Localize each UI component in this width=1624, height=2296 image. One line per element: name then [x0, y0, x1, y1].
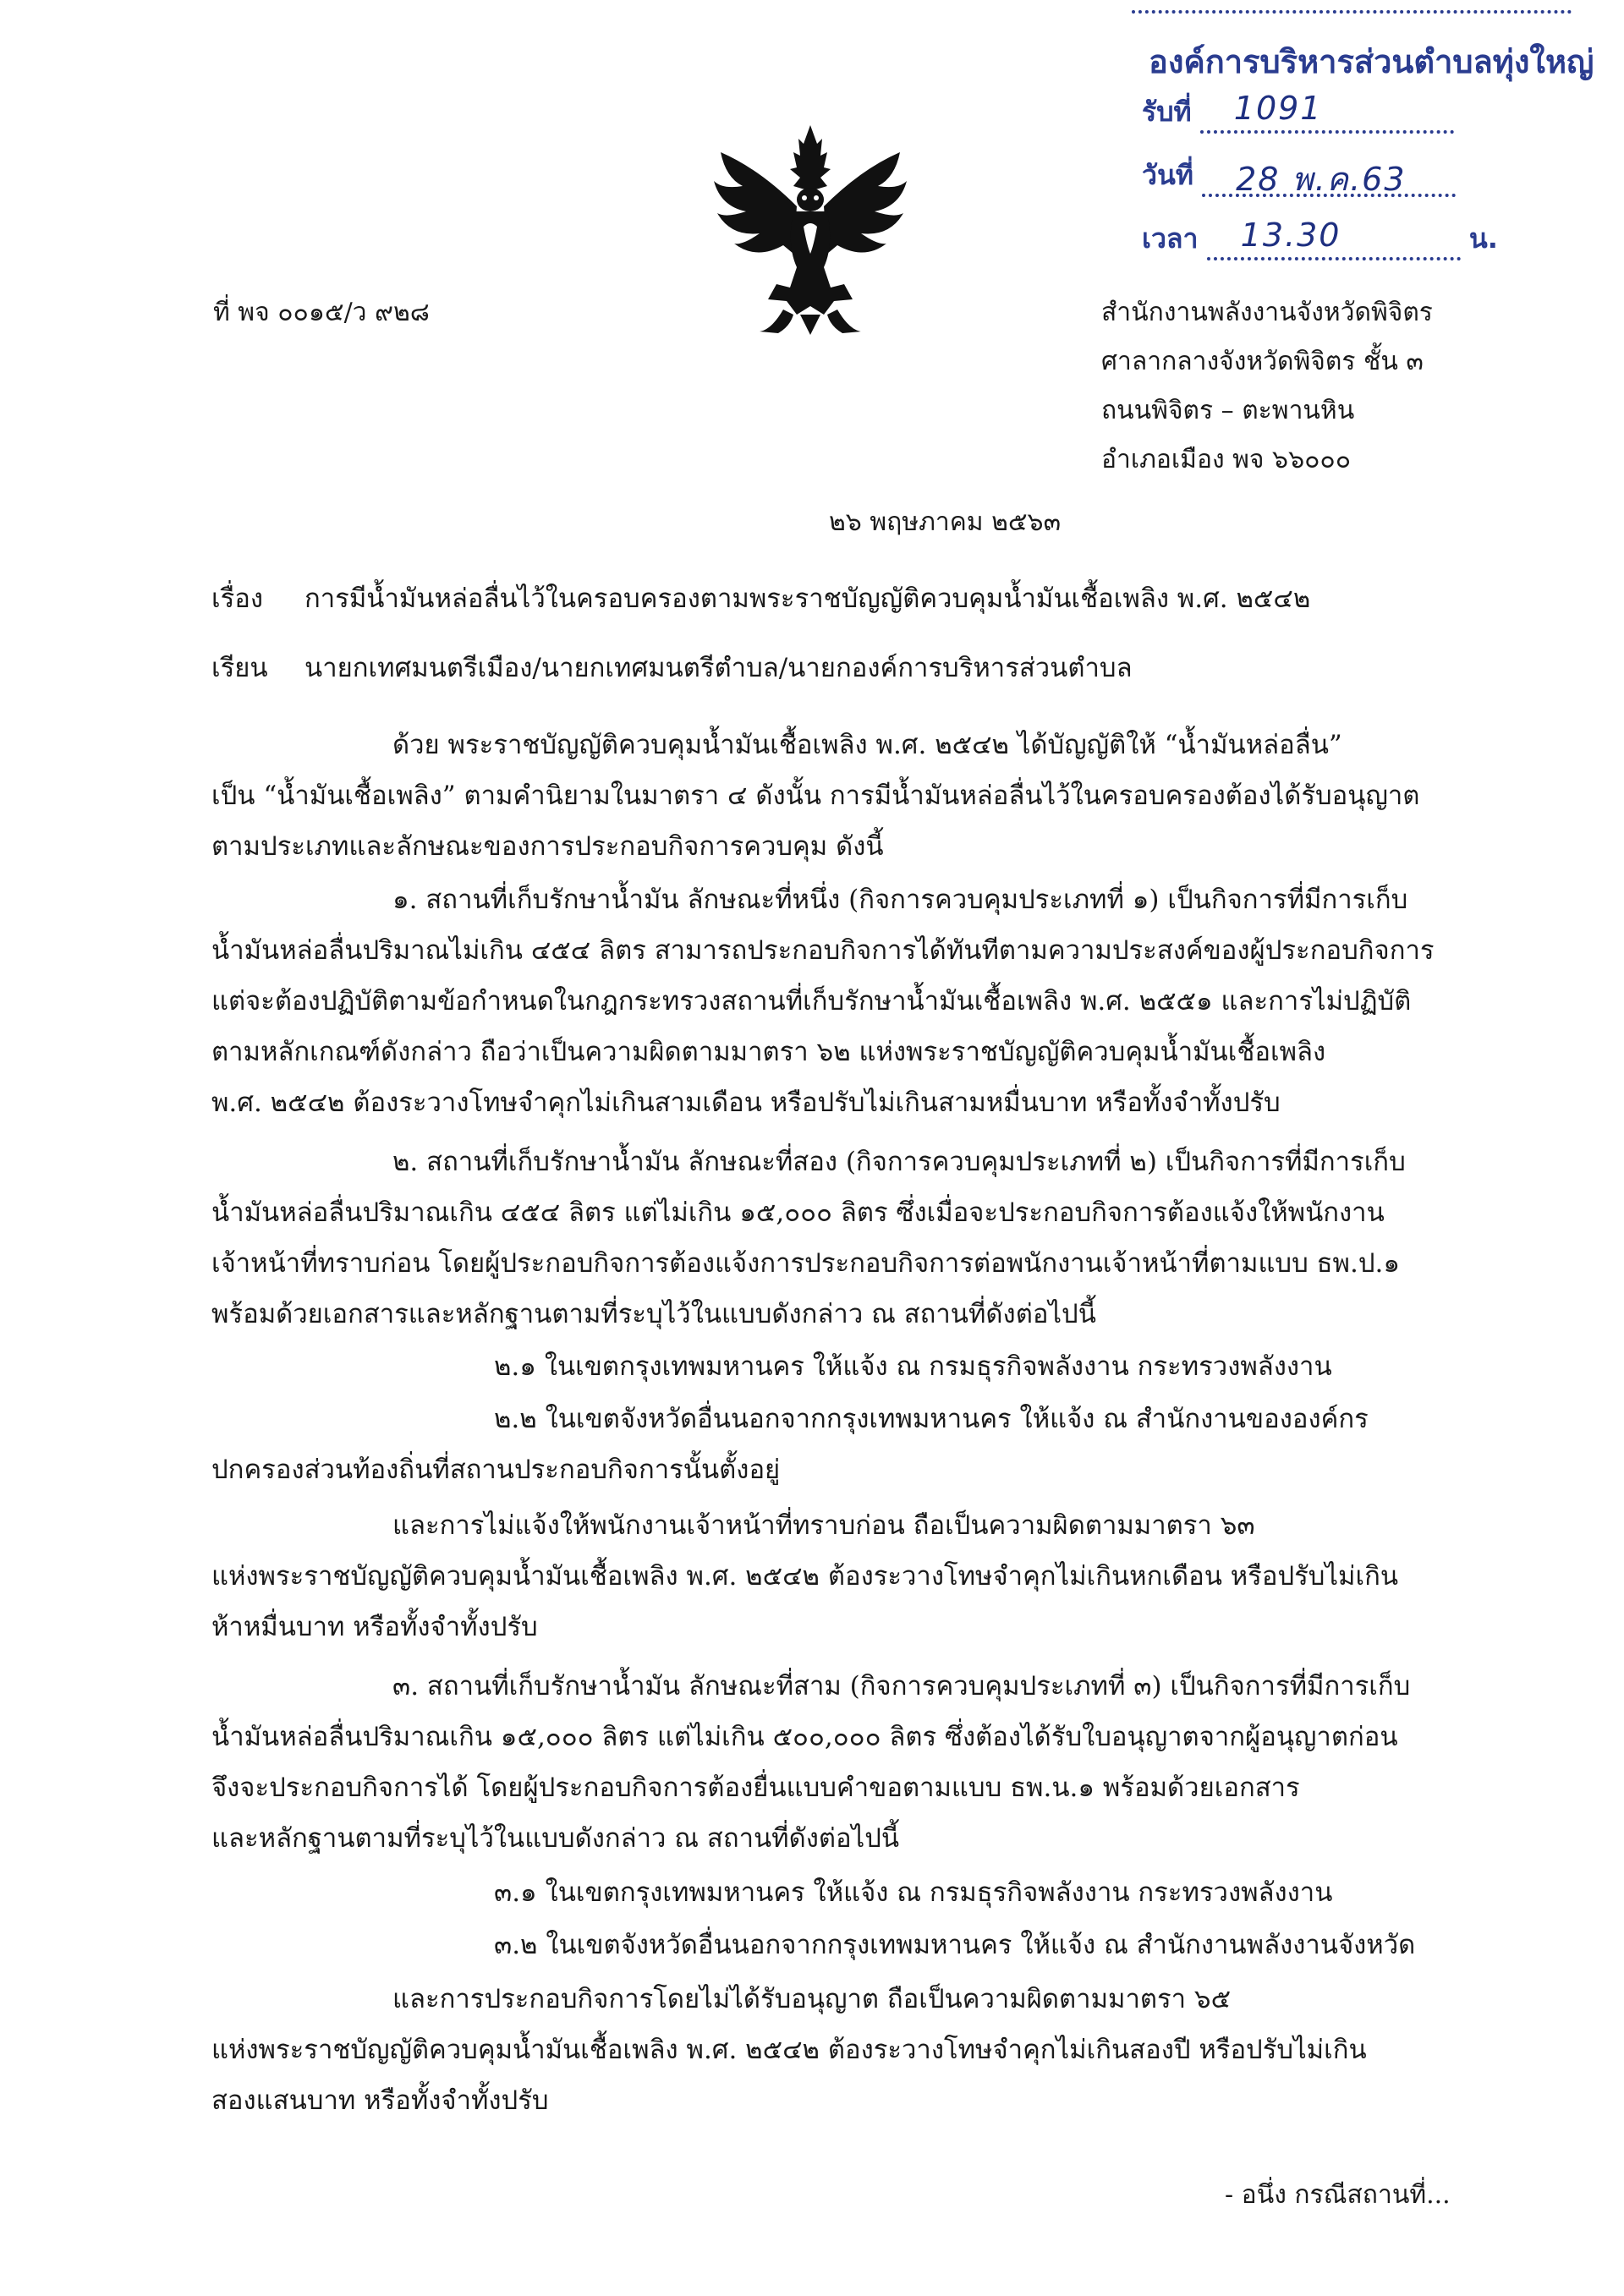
body-line: ๓.๑ ในเขตกรุงเทพมหานคร ให้แจ้ง ณ กรมธุรกิจพลังงาน กระทรวงพลังงาน — [494, 1877, 1333, 1908]
receipt-stamp — [1132, 10, 1594, 264]
stamp-recv-label: รับที่ — [1142, 96, 1192, 128]
body-line: และหลักฐานตามที่ระบุไว้ในแบบดังกล่าว ณ สถานที่ดังต่อไปนี้ — [211, 1823, 900, 1854]
reference-number: ที่ พจ ๐๐๑๕/ว ๙๒๘ — [213, 298, 430, 327]
subject-label: เรื่อง — [211, 584, 264, 614]
stamp-time-suffix: น. — [1468, 222, 1498, 255]
body-line: ๒.๒ ในเขตจังหวัดอื่นนอกจากกรุงเทพมหานคร ให้แจ้ง ณ สำนักงานขององค์กร — [494, 1404, 1369, 1434]
body-line: ๓.๒ ในเขตจังหวัดอื่นนอกจากกรุงเทพมหานคร ให้แจ้ง ณ สำนักงานพลังงานจังหวัด — [494, 1930, 1416, 1960]
body-line: น้ำมันหล่อลื่นปริมาณเกิน ๑๕,๐๐๐ ลิตร แต่ไม่เกิน ๕๐๐,๐๐๐ ลิตร ซึ่งต้องได้รับใบอนุญาตจากผู้อนุญาตก่อน — [211, 1722, 1398, 1752]
body-line: ๒. สถานที่เก็บรักษาน้ำมัน ลักษณะที่สอง (กิจการควบคุมประเภทที่ ๒) เป็นกิจการที่มีการเก็บ — [392, 1147, 1406, 1177]
stamp-org: องค์การบริหารส่วนตำบลทุ่งใหญ่ — [1149, 43, 1594, 80]
subject-text: การมีน้ำมันหล่อลื่นไว้ในครอบครองตามพระราชบัญญัติควบคุมน้ำมันเชื้อเพลิง พ.ศ. ๒๕๔๒ — [304, 584, 1311, 614]
body-line: ๓. สถานที่เก็บรักษาน้ำมัน ลักษณะที่สาม (กิจการควบคุมประเภทที่ ๓) เป็นกิจการที่มีการเก็บ — [392, 1671, 1411, 1701]
body-line: ห้าหมื่นบาท หรือทั้งจำทั้งปรับ — [211, 1612, 538, 1642]
body-line: เจ้าหน้าที่ทราบก่อน โดยผู้ประกอบกิจการต้องแจ้งการประกอบกิจการต่อพนักงานเจ้าหน้าที่ตามแบบ ธพ.ป.๑ — [211, 1248, 1401, 1279]
continuation-note: - อนึ่ง กรณีสถานที่... — [1225, 2180, 1451, 2210]
body-line: จึงจะประกอบกิจการได้ โดยผู้ประกอบกิจการต้องยื่นแบบคำขอตามแบบ ธพ.น.๑ พร้อมด้วยเอกสาร — [211, 1773, 1300, 1803]
to-label: เรียน — [211, 653, 268, 683]
body-line: น้ำมันหล่อลื่นปริมาณเกิน ๔๕๔ ลิตร แต่ไม่เกิน ๑๕,๐๐๐ ลิตร ซึ่งเมื่อจะประกอบกิจการต้องแจ้งให้พนักงาน — [211, 1197, 1385, 1228]
sender-line-4: อำเภอเมือง พจ ๖๖๐๐๐ — [1101, 445, 1352, 474]
body-line: ๒.๑ ในเขตกรุงเทพมหานคร ให้แจ้ง ณ กรมธุรกิจพลังงาน กระทรวงพลังงาน — [494, 1351, 1332, 1382]
body-line: ๑. สถานที่เก็บรักษาน้ำมัน ลักษณะที่หนึ่ง (กิจการควบคุมประเภทที่ ๑) เป็นกิจการที่มีการเก็บ — [392, 885, 1408, 915]
sender-line-3: ถนนพิจิตร – ตะพานหิน — [1101, 396, 1355, 425]
stamp-time-row — [1142, 217, 1498, 260]
body-line: ด้วย พระราชบัญญัติควบคุมน้ำมันเชื้อเพลิง พ.ศ. ๒๕๔๒ ได้บัญญัติให้ “น้ำมันหล่อลื่น” — [392, 730, 1342, 760]
stamp-recv-row — [1142, 90, 1454, 134]
body-line: พ.ศ. ๒๕๔๒ ต้องระวางโทษจำคุกไม่เกินสามเดือน หรือปรับไม่เกินสามหมื่นบาท หรือทั้งจำทั้งปรับ — [211, 1088, 1281, 1118]
stamp-date-row — [1142, 154, 1456, 197]
stamp-border — [1132, 10, 1572, 29]
body-line: น้ำมันหล่อลื่นปริมาณไม่เกิน ๔๕๔ ลิตร สามารถประกอบกิจการได้ทันทีตามความประสงค์ของผู้ประกอบกิจการ — [211, 935, 1435, 966]
body-line: พร้อมด้วยเอกสารและหลักฐานตามที่ระบุไว้ในแบบดังกล่าว ณ สถานที่ดังต่อไปนี้ — [211, 1299, 1096, 1329]
sender-line-1: สำนักงานพลังงานจังหวัดพิจิตร — [1101, 298, 1433, 327]
body-line: ตามหลักเกณฑ์ดังกล่าว ถือว่าเป็นความผิดตามมาตรา ๖๒ แห่งพระราชบัญญัติควบคุมน้ำมันเชื้อเพลิง — [211, 1037, 1326, 1067]
letter-date: ๒๖ พฤษภาคม ๒๕๖๓ — [829, 507, 1062, 537]
body-line: ปกครองส่วนท้องถิ่นที่สถานประกอบกิจการนั้นตั้งอยู่ — [211, 1455, 781, 1485]
body-line: แต่จะต้องปฏิบัติตามข้อกำหนดในกฎกระทรวงสถานที่เก็บรักษาน้ำมันเชื้อเพลิง พ.ศ. ๒๕๕๑ และการไม่ปฏิบัติ — [211, 986, 1412, 1016]
body-line: และการไม่แจ้งให้พนักงานเจ้าหน้าที่ทราบก่อน ถือเป็นความผิดตามมาตรา ๖๓ — [392, 1510, 1255, 1541]
stamp-recv-value: 1091 — [1233, 90, 1323, 127]
stamp-date-label: วันที่ — [1142, 159, 1193, 191]
body-line: ตามประเภทและลักษณะของการประกอบกิจการควบคุม ดังนี้ — [211, 831, 884, 862]
body-line: และการประกอบกิจการโดยไม่ได้รับอนุญาต ถือเป็นความผิดตามมาตรา ๖๕ — [392, 1984, 1232, 2014]
garuda-emblem-icon — [709, 118, 912, 338]
to-text: นายกเทศมนตรีเมือง/นายกเทศมนตรีตำบล/นายกองค์การบริหารส่วนตำบล — [304, 653, 1133, 683]
stamp-date-value: 28 พ.ค.63 — [1236, 161, 1407, 198]
sender-line-2: ศาลากลางจังหวัดพิจิตร ชั้น ๓ — [1101, 347, 1424, 376]
stamp-time-label: เวลา — [1142, 222, 1199, 255]
stamp-time-value: 13.30 — [1240, 216, 1341, 254]
body-line: สองแสนบาท หรือทั้งจำทั้งปรับ — [211, 2085, 549, 2116]
body-line: เป็น “น้ำมันเชื้อเพลิง” ตามคำนิยามในมาตรา ๔ ดังนั้น การมีน้ำมันหล่อลื่นไว้ในครอบครองต้องได้รับอนุญาต — [211, 781, 1420, 811]
body-line: แห่งพระราชบัญญัติควบคุมน้ำมันเชื้อเพลิง พ.ศ. ๒๕๔๒ ต้องระวางโทษจำคุกไม่เกินสองปี หรือปรับไม่เกิน — [211, 2035, 1367, 2065]
body-line: แห่งพระราชบัญญัติควบคุมน้ำมันเชื้อเพลิง พ.ศ. ๒๕๔๒ ต้องระวางโทษจำคุกไม่เกินหกเดือน หรือปรับไม่เกิน — [211, 1561, 1399, 1592]
